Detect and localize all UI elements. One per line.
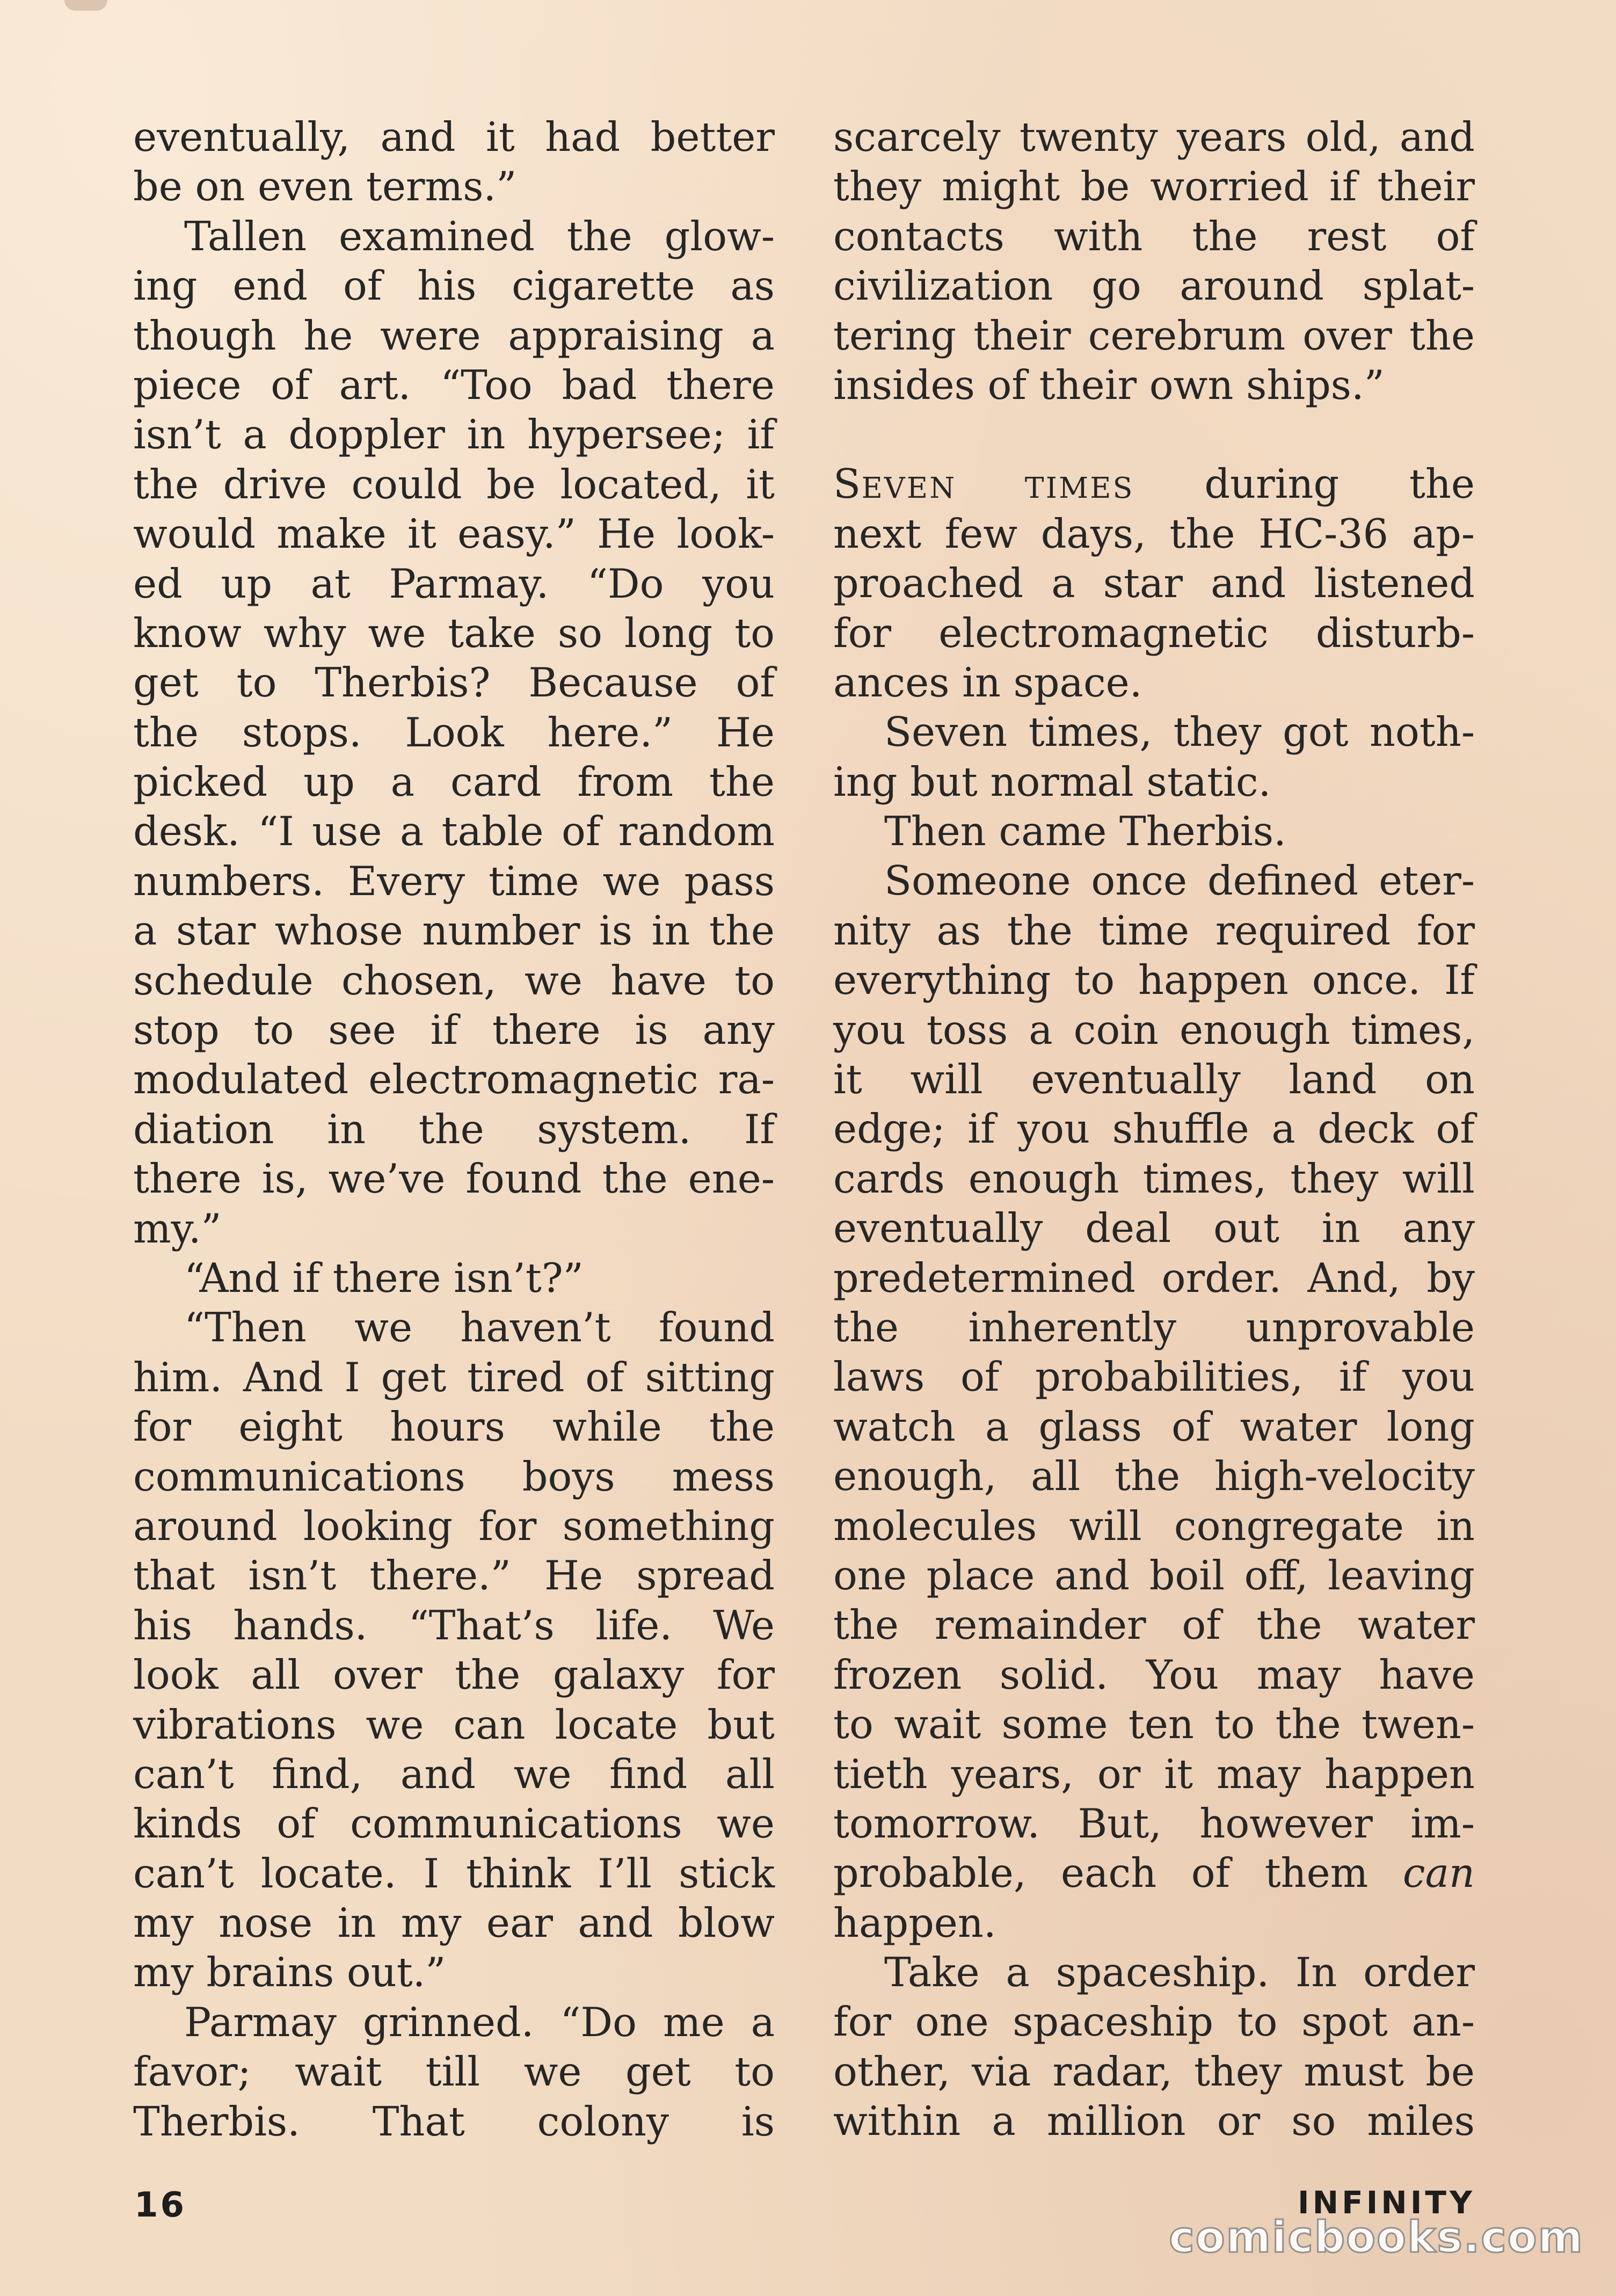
text-line: though he were appraising a [133, 312, 775, 359]
text-line: around looking for something [133, 1502, 775, 1550]
text-line: one place and boil off, leaving [833, 1552, 1475, 1599]
text-line: be on even terms.” [133, 163, 517, 210]
text-line: contacts with the rest of [833, 213, 1475, 260]
text-line: other, via radar, they must be [833, 2048, 1475, 2095]
lead-rest: EVEN TIMES [861, 471, 1134, 505]
text-line: tering their cerebrum over the [833, 312, 1475, 359]
text-line: nity as the time required for [833, 907, 1475, 954]
text-line: civilization go around splat- [833, 263, 1475, 310]
text-line: Take a spaceship. In order [884, 1949, 1475, 1996]
text-line: “Then we haven’t found [184, 1304, 775, 1352]
text-line: can’t locate. I think I’ll stick [133, 1850, 775, 1897]
text-line: Parmay grinned. “Do me a [184, 1999, 775, 2046]
watermark: comicbooks.com [1169, 2212, 1584, 2262]
text-line: watch a glass of water long [833, 1403, 1475, 1450]
text-line: it will eventually land on [833, 1056, 1475, 1103]
text-line-with-italic [833, 1849, 1475, 1898]
text-line: the inherently unprovable [833, 1304, 1475, 1351]
text-line: next few days, the HC-36 ap- [833, 510, 1475, 557]
text-line: proached a star and listened [833, 560, 1475, 607]
left-text-column [133, 113, 775, 2147]
text-line: eventually, and it had better [133, 114, 775, 161]
text-line: piece of art. “Too bad there [133, 361, 775, 409]
text-line: isn’t a doppler in hypersee; if [133, 411, 775, 459]
text-line: would make it easy.” He look- [133, 511, 775, 558]
text-line: stop to see if there is any [133, 1007, 775, 1054]
text-line: kinds of communications we [133, 1800, 775, 1848]
lead-tail: during the [1134, 461, 1475, 508]
text-line: desk. “I use a table of random [133, 808, 775, 855]
text-line: cards enough times, they will [833, 1155, 1475, 1202]
text-line: ing but normal static. [833, 758, 1271, 805]
text-line: tomorrow. But, however im- [833, 1800, 1475, 1847]
text-line: the stops. Look here.” He [133, 709, 775, 756]
text-line: the remainder of the water [833, 1602, 1475, 1649]
text-line: a star whose number is in the [133, 907, 775, 955]
text-line: modulated electromagnetic ra- [133, 1056, 775, 1103]
text-line: edge; if you shuffle a deck of [833, 1106, 1475, 1153]
text-line: ances in space. [833, 659, 1142, 706]
text-line: look all over the galaxy for [133, 1652, 775, 1699]
text-line: vibrations we can locate but [133, 1701, 775, 1748]
text-line: everything to happen once. If [833, 957, 1475, 1004]
page-number: 16 [134, 2185, 187, 2225]
text-line: that isn’t there.” He spread [133, 1552, 775, 1600]
text-line: the drive could be located, it [133, 461, 775, 508]
text-line: my.” [133, 1205, 222, 1252]
text-line: Seven times, they got noth- [884, 709, 1475, 756]
text-line: favor; wait till we get to [133, 2048, 775, 2096]
text-line: Then came Therbis. [884, 808, 1286, 855]
text-line: Therbis. That colony is [133, 2098, 775, 2145]
text-line: “And if there isn’t?” [184, 1254, 584, 1302]
text-line: happen. [833, 1899, 996, 1946]
text-line: frozen solid. You may have [833, 1651, 1475, 1698]
text-line: to wait some ten to the twen- [833, 1701, 1475, 1748]
running-title: INFINITY [1297, 2184, 1475, 2221]
text-line: diation in the system. If [133, 1106, 775, 1153]
text-line: his hands. “That’s life. We [133, 1602, 775, 1649]
text-line: insides of their own ships.” [833, 361, 1385, 409]
text-line: numbers. Every time we pass [133, 858, 775, 905]
text-line: him. And I get tired of sitting [133, 1354, 775, 1401]
text-line: within a million or so miles [833, 2098, 1475, 2145]
section-opening-line [833, 460, 1475, 509]
text-line: tieth years, or it may happen [833, 1750, 1475, 1798]
text-line: for electromagnetic disturb- [833, 609, 1475, 657]
text-line: ed up at Parmay. “Do you [133, 560, 775, 607]
text-line: scarcely twenty years old, and [833, 114, 1475, 161]
text-line: know why we take so long to [133, 609, 775, 657]
text-line: ing end of his cigarette as [133, 263, 775, 310]
page-edge-stain [64, 0, 107, 11]
text-line: schedule chosen, we have to [133, 957, 775, 1004]
text-line: eventually deal out in any [833, 1205, 1475, 1252]
text-line: can’t find, and we find all [133, 1750, 775, 1798]
text-line: Someone once defined eter- [884, 858, 1475, 905]
text-line: picked up a card from the [133, 759, 775, 806]
text-line: get to Therbis? Because of [133, 659, 775, 707]
text-line: enough, all the high-velocity [833, 1453, 1475, 1500]
right-text-column [833, 113, 1475, 2147]
text-line: my brains out.” [133, 1949, 446, 1996]
lead-capital: S [833, 461, 862, 508]
text-line: my nose in my ear and blow [133, 1900, 775, 1947]
text-line: predetermined order. And, by [833, 1254, 1475, 1302]
text-line: there is, we’ve found the ene- [133, 1156, 775, 1203]
text-line: you toss a coin enough times, [833, 1006, 1475, 1053]
small-caps-lead [833, 461, 1134, 508]
text-line: Tallen examined the glow- [184, 213, 775, 260]
text-line: for one spaceship to spot an- [833, 1999, 1475, 2046]
text-line: they might be worried if their [833, 163, 1475, 210]
italic-word: can [1402, 1850, 1475, 1897]
text-line: laws of probabilities, if you [833, 1354, 1475, 1401]
line-text: probable, each of them [833, 1850, 1368, 1897]
text-line: for eight hours while the [133, 1404, 775, 1451]
text-line: communications boys mess [133, 1453, 775, 1500]
text-line: molecules will congregate in [833, 1502, 1475, 1550]
